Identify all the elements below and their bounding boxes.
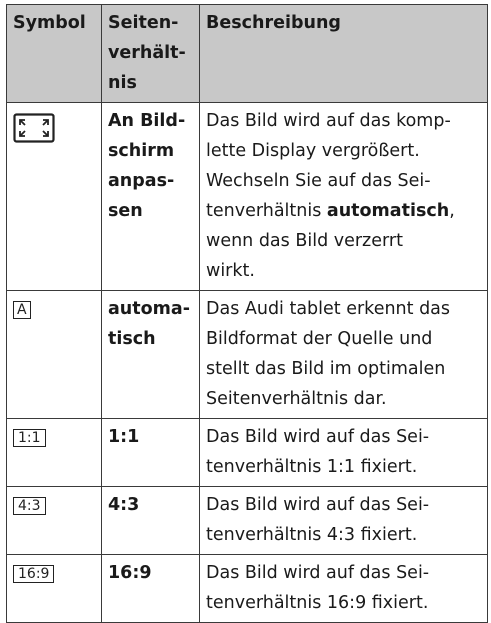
desc-line: lette Display vergrößert. <box>206 141 420 161</box>
description-cell <box>200 103 488 291</box>
symbol-cell <box>7 487 102 555</box>
table-row <box>7 291 488 419</box>
desc-line: tenverhältnis 1:1 fixiert. <box>206 457 418 477</box>
desc-line: Bildformat der Quelle und <box>206 329 433 349</box>
header-ratio-line: Seiten- <box>108 13 179 33</box>
param-line: anpas- <box>108 171 175 191</box>
desc-line: Das Bild wird auf das Sei- <box>206 563 430 583</box>
desc-line: Wechseln Sie auf das Sei- <box>206 171 431 191</box>
table-row <box>7 487 488 555</box>
table-row <box>7 419 488 487</box>
desc-line: Das Bild wird auf das Sei- <box>206 495 430 515</box>
desc-line: Das Bild wird auf das Sei- <box>206 427 430 447</box>
header-description: Beschreibung <box>200 5 488 103</box>
desc-line: tenverhältnis 4:3 fixiert. <box>206 525 418 545</box>
symbol-cell <box>7 555 102 623</box>
desc-line: Das Audi tablet erkennt das <box>206 299 451 319</box>
desc-line: wirkt. <box>206 261 255 281</box>
desc-text: tenverhältnis <box>206 201 327 221</box>
header-ratio-line: nis <box>108 73 137 93</box>
desc-line: tenverhältnis 16:9 fixiert. <box>206 593 429 613</box>
desc-line: Seitenverhältnis dar. <box>206 389 387 409</box>
header-row <box>7 5 488 103</box>
param-cell: 16:9 <box>102 555 200 623</box>
ratio-16-9-symbol-icon: 16:9 <box>13 565 54 583</box>
param-cell: 4:3 <box>102 487 200 555</box>
auto-symbol-icon: A <box>13 301 31 319</box>
description-cell <box>200 419 488 487</box>
desc-line: wenn das Bild verzerrt <box>206 231 403 251</box>
param-line: tisch <box>108 329 156 349</box>
description-cell <box>200 291 488 419</box>
desc-line: stellt das Bild im optimalen <box>206 359 446 379</box>
aspect-ratio-table <box>6 4 488 623</box>
symbol-cell <box>7 419 102 487</box>
fit-screen-icon <box>13 113 55 143</box>
header-aspect-ratio <box>102 5 200 103</box>
param-line: sen <box>108 201 143 221</box>
ratio-1-1-symbol-icon: 1:1 <box>13 429 46 447</box>
header-symbol: Symbol <box>7 5 102 103</box>
param-line: An Bild- <box>108 111 186 131</box>
description-cell <box>200 487 488 555</box>
symbol-cell <box>7 291 102 419</box>
param-line: schirm <box>108 141 175 161</box>
desc-text: , <box>449 201 455 221</box>
table-row <box>7 555 488 623</box>
param-line: automa- <box>108 299 190 319</box>
description-cell <box>200 555 488 623</box>
symbol-cell <box>7 103 102 291</box>
header-ratio-line: verhält- <box>108 43 186 63</box>
param-cell <box>102 291 200 419</box>
table-row <box>7 103 488 291</box>
desc-line: Das Bild wird auf das komp- <box>206 111 451 131</box>
ratio-4-3-symbol-icon: 4:3 <box>13 497 46 515</box>
desc-emphasis: automatisch <box>326 201 450 221</box>
param-cell: 1:1 <box>102 419 200 487</box>
param-cell <box>102 103 200 291</box>
